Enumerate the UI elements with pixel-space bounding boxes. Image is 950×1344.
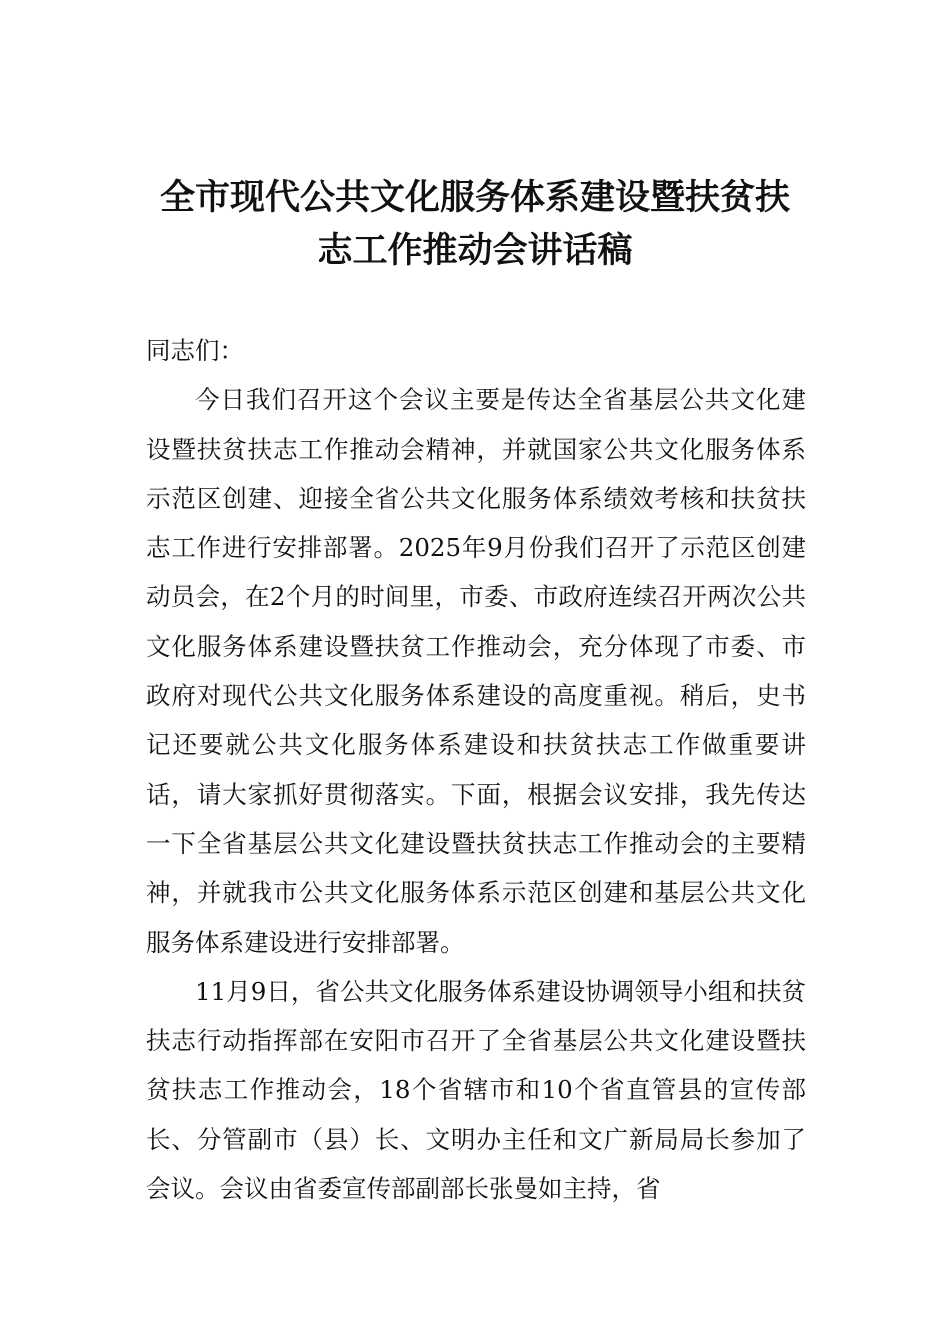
paragraph-2: 11月9日，省公共文化服务体系建设协调领导小组和扶贫扶志行动指挥部在安阳市召开了全省基层公共文化建设暨扶贫扶志工作推动会，18个省辖市和10个省直管县的宣传部长、分管副市（县）长、文明办主任和文广新局局长参加了会议。会议由省委宣传部副部长张曼如主持，省 [146,976,806,1204]
title-line-1: 全市现代公共文化服务体系建设暨扶贫扶 [159,178,790,218]
document-body [146,326,806,1213]
paragraph-1: 今日我们召开这个会议主要是传达全省基层公共文化建设暨扶贫扶志工作推动会精神，并就国家公共文化服务体系示范区创建、迎接全省公共文化服务体系绩效考核和扶贫扶志工作进行安排部署。2025年9月份我们召开了示范区创建动员会，在2个月的时间里，市委、市政府连续召开两次公共文化服务体系建设暨扶贫工作推动会，充分体现了市委、市政府对现代公共文化服务体系建设的高度重视。稍后，史书记还要就公共文化服务体系建设和扶贫扶志工作做重要讲话，请大家抓好贯彻落实。下面，根据会议安排，我先传达一下全省基层公共文化建设暨扶贫扶志工作推动会的主要精神，并就我市公共文化服务体系示范区创建和基层公共文化服务体系建设进行安排部署。 [146,385,806,957]
title-line-2: 志工作推动会讲话稿 [317,231,633,271]
salutation: 同志们： [146,336,244,365]
document-title [140,172,810,278]
